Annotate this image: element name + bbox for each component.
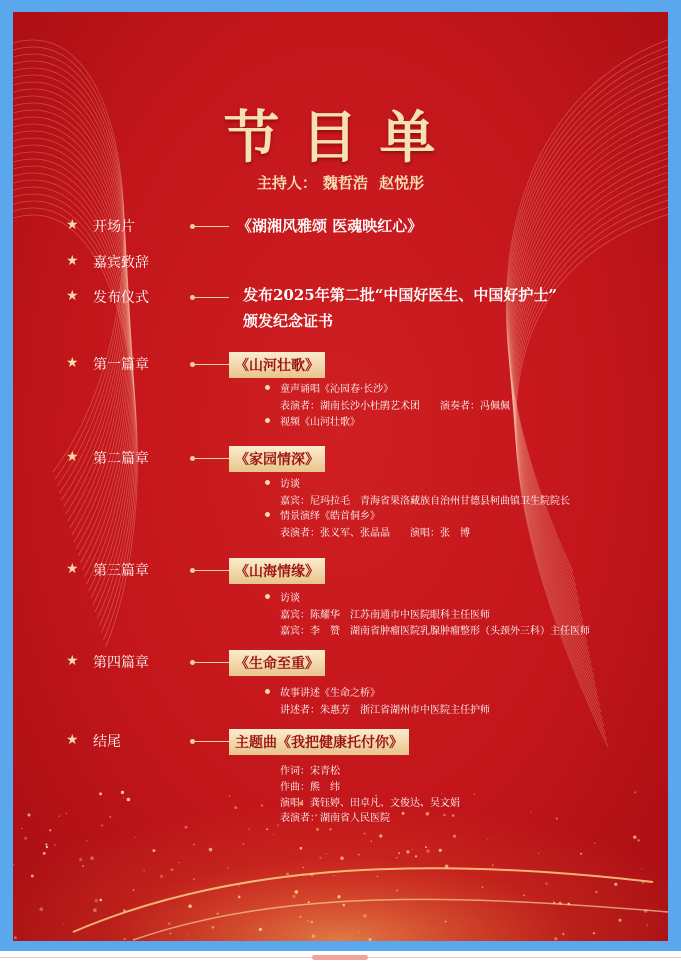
page-title: 节目单 (223, 105, 458, 171)
connector-line (193, 570, 229, 571)
detail-line: 访谈 (280, 593, 300, 604)
program-poster (13, 12, 668, 941)
detail-line: 嘉宾：李 赞 湖南省肿瘤医院乳腺肿瘤整形（头颈外三科）主任医师 (280, 626, 590, 637)
program-label: 第一篇章 (93, 357, 149, 373)
star-icon: ★ (66, 449, 79, 465)
star-icon: ★ (66, 561, 79, 577)
bullet-dot-icon (265, 689, 270, 694)
section-tag: 主题曲《我把健康托付你》 (229, 729, 409, 755)
program-label: 结尾 (93, 734, 121, 750)
star-icon: ★ (66, 217, 79, 233)
star-icon: ★ (66, 732, 79, 748)
bullet-dot-icon (265, 480, 270, 485)
detail-line: 表演者：张义军、张晶晶 演唱：张 博 (280, 528, 470, 539)
detail-line: 故事讲述《生命之桥》 (280, 688, 380, 699)
star-icon: ★ (66, 653, 79, 669)
detail-line: 演唱：龚钰婷、田卓凡、文俊达、吴文娟 (280, 798, 460, 809)
host-name: 赵悦彤 (379, 174, 425, 192)
program-label: 第二篇章 (93, 451, 149, 467)
section-tag: 《生命至重》 (229, 650, 325, 676)
program-label: 第四篇章 (93, 655, 149, 671)
detail-line: 嘉宾：尼玛拉毛 青海省果洛藏族自治州甘德县柯曲镇卫生院院长 (280, 496, 570, 507)
detail-line: 作曲：熊 纬 (280, 782, 340, 793)
star-icon: ★ (66, 355, 79, 371)
connector-line (193, 662, 229, 663)
connector-line (193, 226, 229, 227)
detail-line: 童声诵唱《沁园春·长沙》 (280, 384, 394, 395)
bullet-dot-icon (265, 418, 270, 423)
program-item: 《湖湘风雅颂 医魂映红心》 (237, 217, 423, 235)
page-indicator (312, 955, 368, 960)
connector-line (193, 741, 229, 742)
detail-line: 嘉宾：陈耀华 江苏南通市中医院眼科主任医师 (280, 610, 490, 621)
program-item-line: 颁发纪念证书 (243, 312, 334, 330)
program-item (243, 282, 557, 334)
hosts-line (13, 172, 668, 193)
hosts-label: 主持人： (256, 174, 317, 192)
detail-line: 视频《山河壮歌》 (280, 417, 360, 428)
connector-line (193, 297, 229, 298)
detail-line: 访谈 (280, 479, 300, 490)
program-label: 嘉宾致辞 (93, 255, 149, 271)
star-icon: ★ (66, 253, 79, 269)
section-tag: 《家园情深》 (229, 446, 325, 472)
bullet-dot-icon (265, 385, 270, 390)
star-icon: ★ (66, 288, 79, 304)
host-name: 魏哲浩 (322, 174, 368, 192)
detail-line: 表演者：湖南长沙小杜鹃艺术团 演奏者：冯佩佩 (280, 401, 510, 412)
program-item-line: 发布2025年第二批“中国好医生、中国好护士” (243, 286, 558, 304)
bullet-dot-icon (265, 594, 270, 599)
program-label: 第三篇章 (93, 563, 149, 579)
section-tag: 《山河壮歌》 (229, 352, 325, 378)
program-label: 开场片 (93, 219, 135, 235)
detail-line: 情景演绎《皓首侗乡》 (280, 511, 380, 522)
section-tag: 《山海情缘》 (229, 558, 325, 584)
connector-line (193, 364, 229, 365)
detail-line: 表演者：湖南省人民医院 (280, 813, 390, 824)
detail-line: 作词：宋青松 (280, 766, 340, 777)
bullet-dot-icon (265, 512, 270, 517)
detail-line: 讲述者：朱惠芳 浙江省湖州市中医院主任护师 (280, 705, 490, 716)
connector-line (193, 458, 229, 459)
program-label: 发布仪式 (93, 290, 149, 306)
